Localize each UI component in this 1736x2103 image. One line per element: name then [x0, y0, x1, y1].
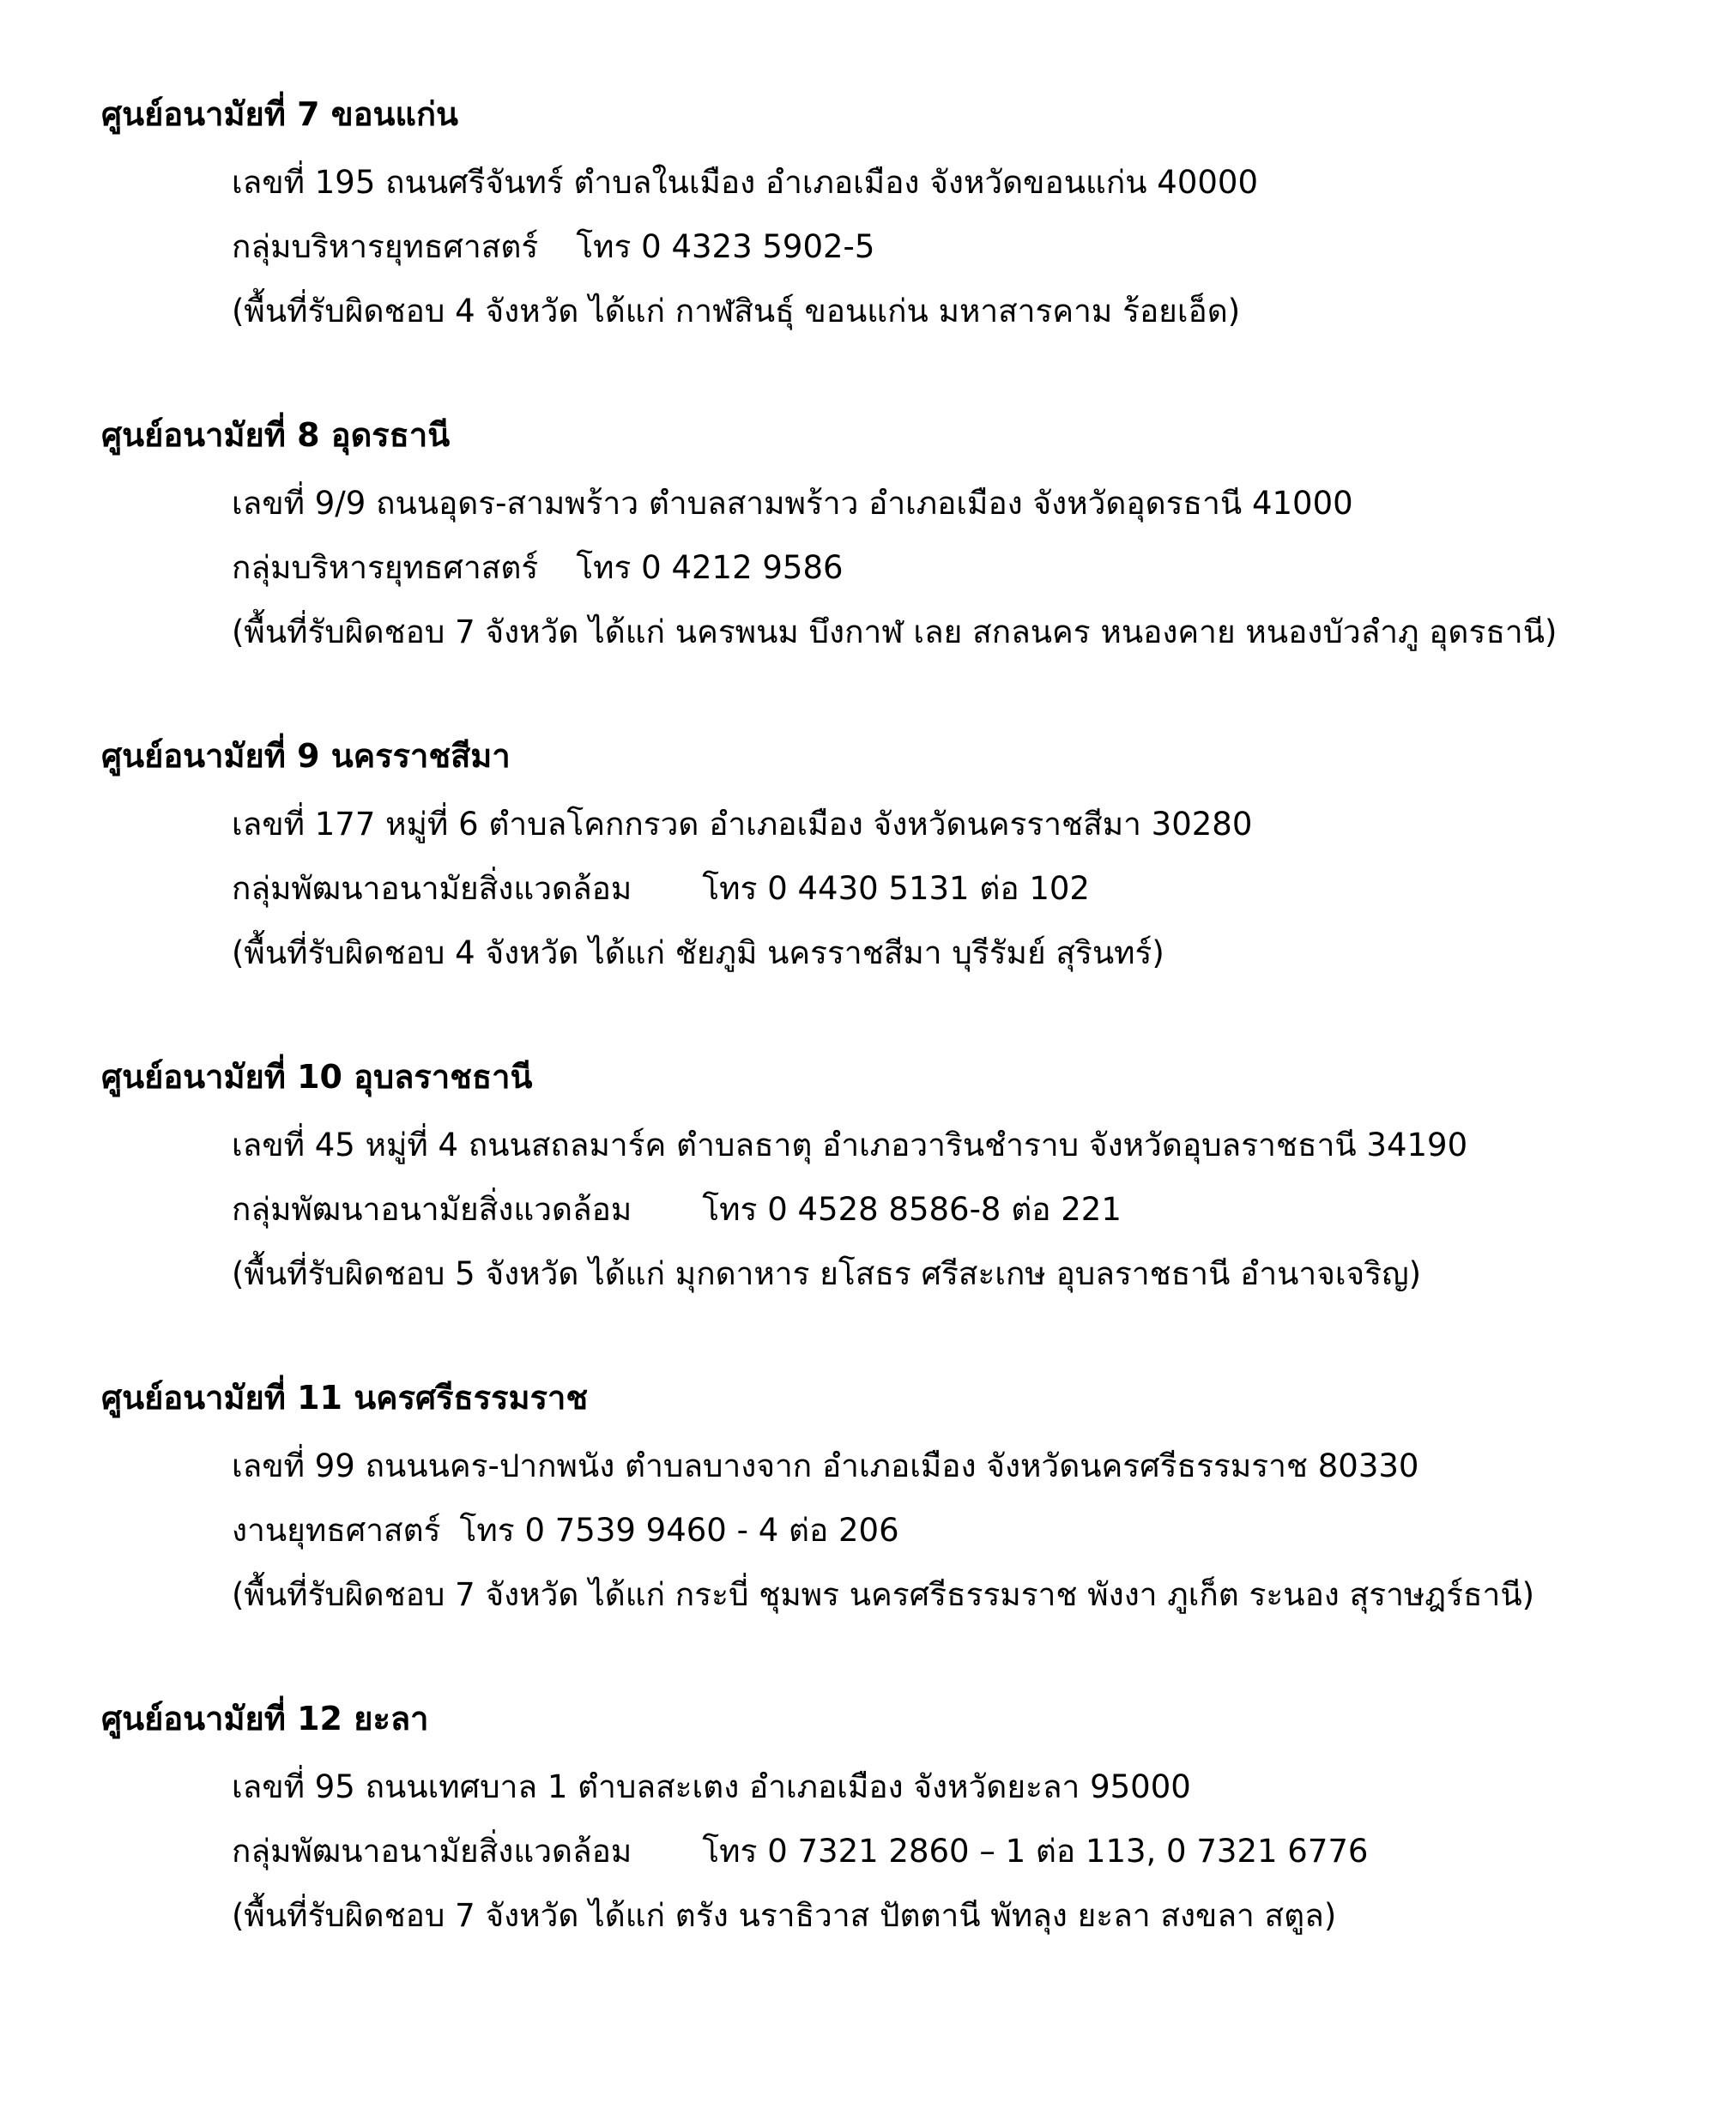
center-department: งานยุทธศาสตร์	[232, 1512, 441, 1549]
center-title: ศูนย์อนามัยที่ 12 ยะลา	[101, 1700, 429, 1737]
center-address: เลขที่ 9/9 ถนนอุดร-สามพร้าว ตำบลสามพร้าว อำเภอเมือง จังหวัดอุดรธานี 41000	[232, 485, 1353, 522]
center-phone: โทร 0 4430 5131 ต่อ 102	[702, 870, 1090, 907]
center-coverage: (พื้นที่รับผิดชอบ 7 จังหวัด ได้แก่ นครพนม บึงกาฬ เลย สกลนคร หนองคาย หนองบัวลำภู อุดรธานี)	[232, 613, 1558, 650]
center-coverage: (พื้นที่รับผิดชอบ 7 จังหวัด ได้แก่ ตรัง นราธิวาส ปัตตานี พัทลุง ยะลา สงขลา สตูล)	[232, 1897, 1337, 1934]
center-department: กลุ่มพัฒนาอนามัยสิ่งแวดล้อม	[232, 1191, 632, 1228]
center-phone: โทร 0 7539 9460 - 4 ต่อ 206	[459, 1512, 899, 1549]
center-contact	[232, 547, 1715, 589]
center-phone: โทร 0 4212 9586	[576, 549, 844, 586]
health-center-9	[101, 734, 1715, 975]
center-address: เลขที่ 45 หมู่ที่ 4 ถนนสถลมาร์ค ตำบลธาตุ อำเภอวารินชำราบ จังหวัดอุบลราชธานี 34190	[232, 1127, 1468, 1163]
center-contact	[232, 226, 1715, 269]
center-contact	[232, 1830, 1715, 1873]
center-phone: โทร 0 4528 8586-8 ต่อ 221	[702, 1191, 1122, 1228]
center-coverage: (พื้นที่รับผิดชอบ 7 จังหวัด ได้แก่ กระบี่ ชุมพร นครศรีธรรมราช พังงา ภูเก็ต ระนอง สุราษฎร์ธานี)	[232, 1576, 1535, 1613]
center-contact	[232, 867, 1715, 910]
center-address: เลขที่ 195 ถนนศรีจันทร์ ตำบลในเมือง อำเภอเมือง จังหวัดขอนแก่น 40000	[232, 164, 1258, 201]
center-address: เลขที่ 95 ถนนเทศบาล 1 ตำบลสะเตง อำเภอเมือง จังหวัดยะลา 95000	[232, 1768, 1191, 1805]
center-coverage: (พื้นที่รับผิดชอบ 5 จังหวัด ได้แก่ มุกดาหาร ยโสธร ศรีสะเกษ อุบลราชธานี อำนาจเจริญ)	[232, 1255, 1422, 1292]
center-title: ศูนย์อนามัยที่ 8 อุดรธานี	[101, 416, 451, 454]
center-address: เลขที่ 99 ถนนนคร-ปากพนัง ตำบลบางจาก อำเภอเมือง จังหวัดนครศรีธรรมราช 80330	[232, 1447, 1419, 1484]
health-center-8	[101, 414, 1715, 654]
center-contact	[232, 1188, 1715, 1231]
center-title: ศูนย์อนามัยที่ 10 อุบลราชธานี	[101, 1058, 533, 1096]
center-address: เลขที่ 177 หมู่ที่ 6 ตำบลโคกกรวด อำเภอเมือง จังหวัดนครราชสีมา 30280	[232, 806, 1253, 843]
center-title: ศูนย์อนามัยที่ 9 นครราชสีมา	[101, 737, 511, 775]
center-title: ศูนย์อนามัยที่ 11 นครศรีธรรมราช	[101, 1379, 589, 1417]
center-department: กลุ่มบริหารยุทธศาสตร์	[232, 228, 539, 265]
center-department: กลุ่มพัฒนาอนามัยสิ่งแวดล้อม	[232, 870, 632, 907]
health-center-12	[101, 1697, 1715, 1937]
health-center-10	[101, 1055, 1715, 1296]
center-contact	[232, 1509, 1715, 1552]
center-department: กลุ่มพัฒนาอนามัยสิ่งแวดล้อม	[232, 1833, 632, 1870]
health-center-11	[101, 1376, 1715, 1617]
center-coverage: (พื้นที่รับผิดชอบ 4 จังหวัด ได้แก่ ชัยภูมิ นครราชสีมา บุรีรัมย์ สุรินทร์)	[232, 934, 1164, 971]
center-phone: โทร 0 4323 5902-5	[576, 228, 875, 265]
health-center-7	[101, 93, 1715, 333]
center-coverage: (พื้นที่รับผิดชอบ 4 จังหวัด ได้แก่ กาฬสินธุ์ ขอนแก่น มหาสารคาม ร้อยเอ็ด)	[232, 293, 1241, 329]
center-phone: โทร 0 7321 2860 – 1 ต่อ 113, 0 7321 6776	[702, 1833, 1369, 1870]
center-title: ศูนย์อนามัยที่ 7 ขอนแก่น	[101, 95, 459, 133]
center-department: กลุ่มบริหารยุทธศาสตร์	[232, 549, 539, 586]
